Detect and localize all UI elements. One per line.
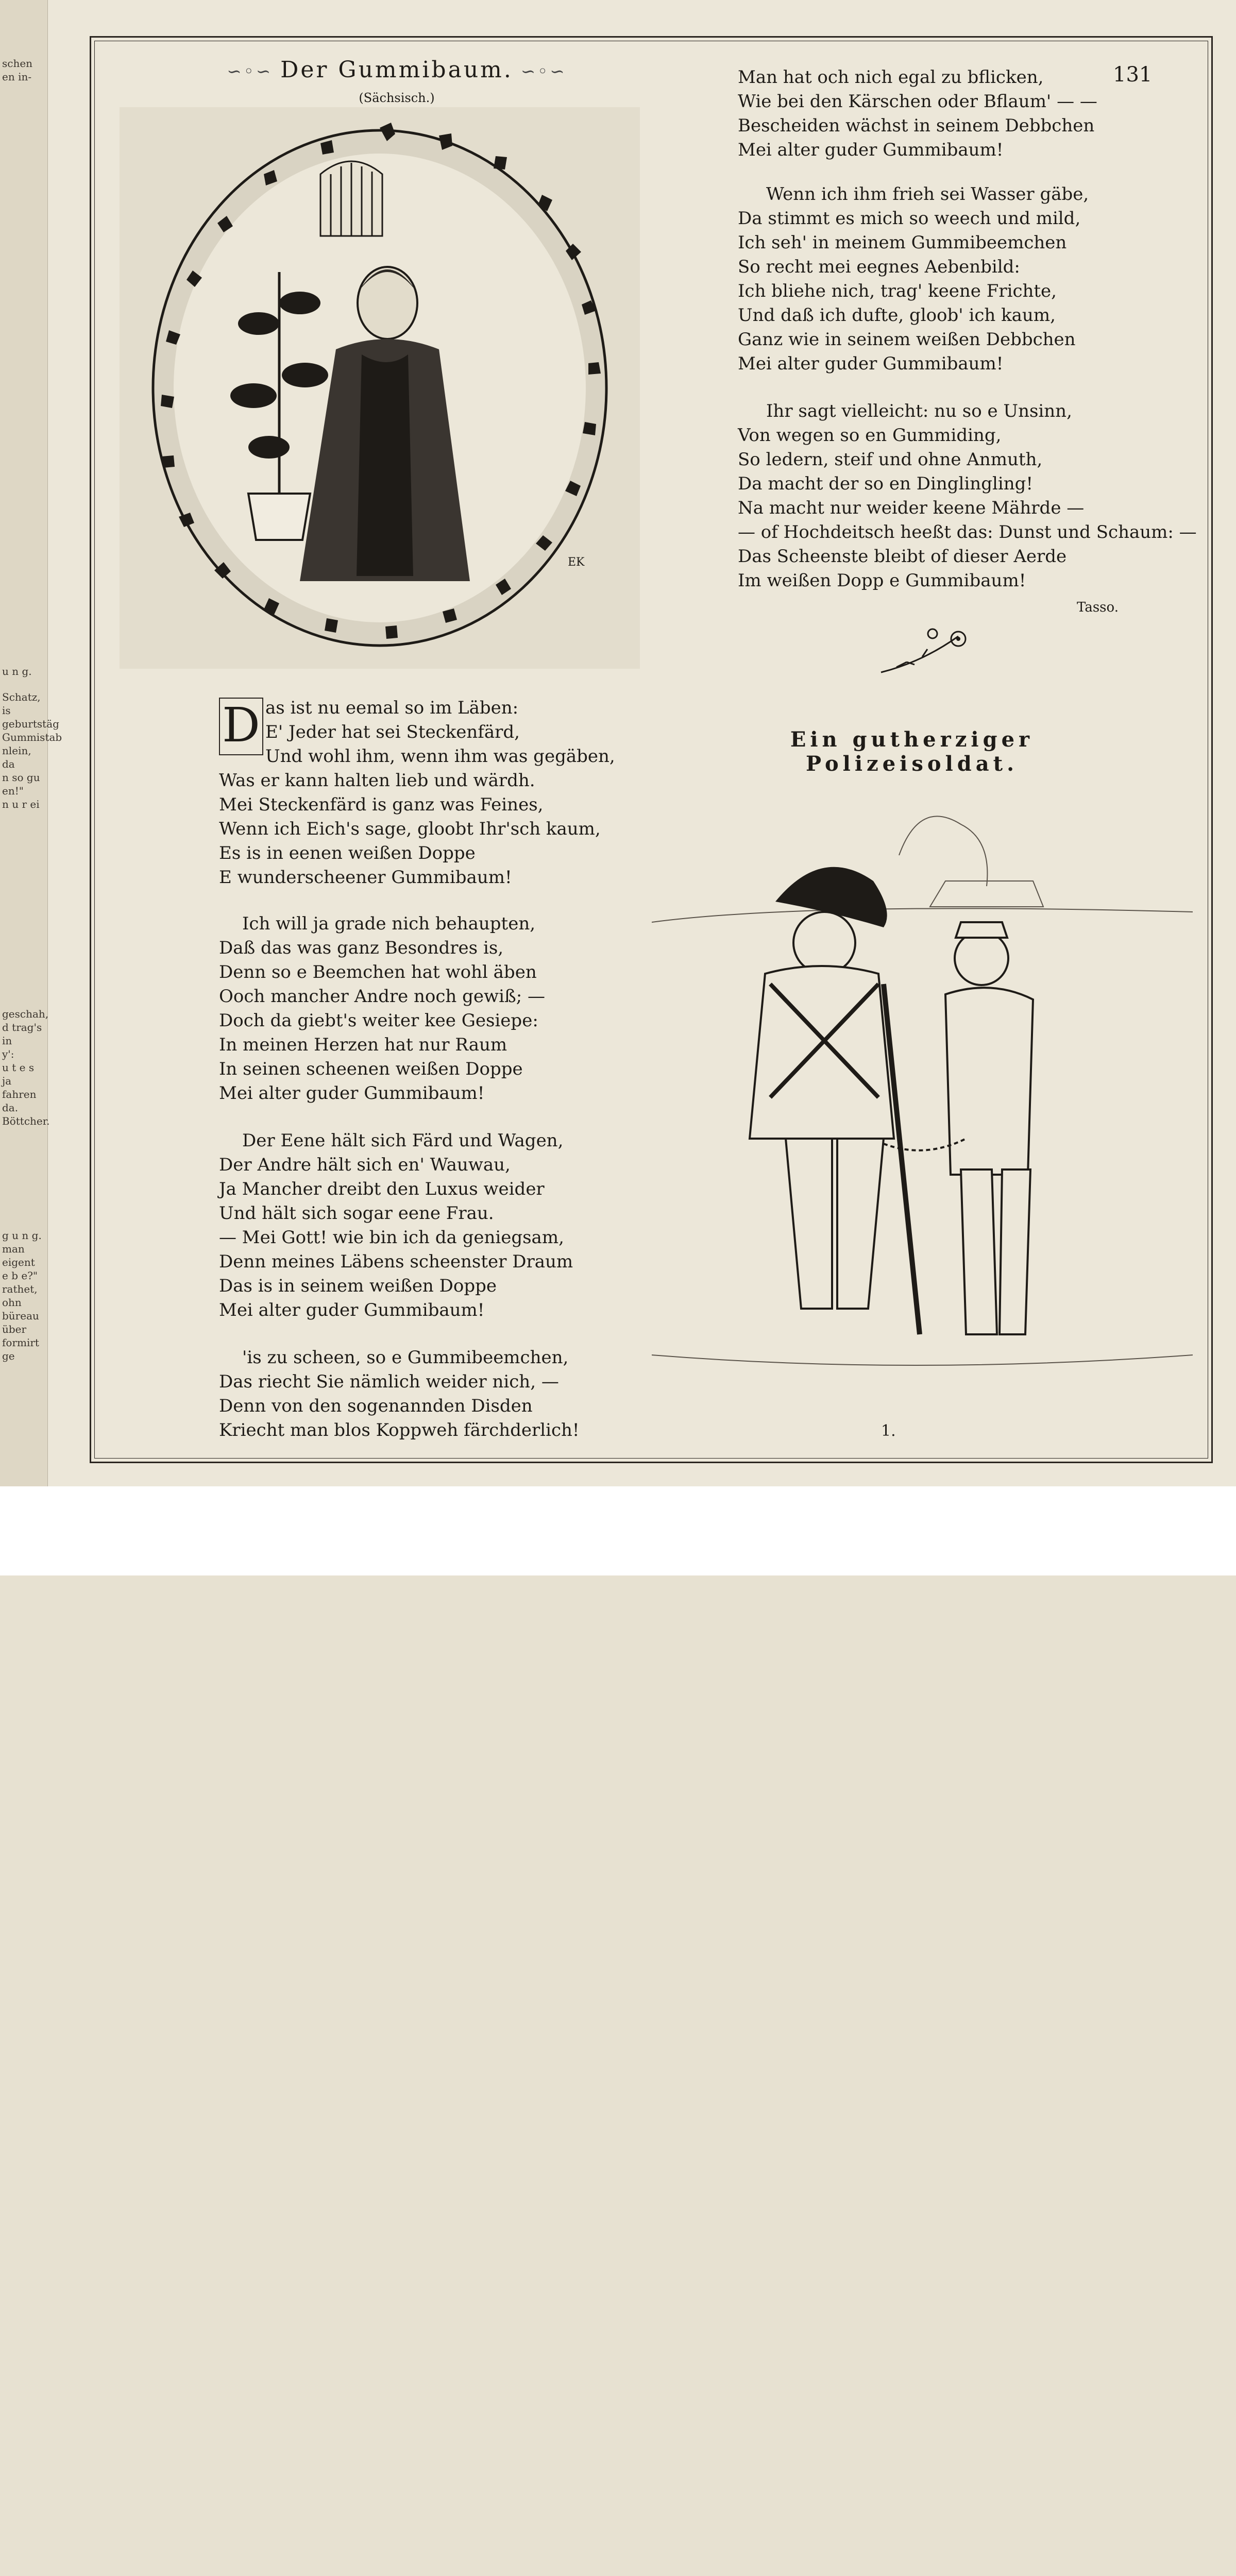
verse-line: Daß das was ganz Besondres is, [219,938,504,958]
strip-fragment: u n g. [2,665,32,677]
verse-line: Mei alter guder Gummibaum! [219,1083,485,1104]
verse-line: Wenn ich ihm frieh sei Wasser gäbe, [766,184,1089,205]
verse-line: In seinen scheenen weißen Doppe [219,1059,523,1079]
verse-line: Ich will ja grade nich behaupten, [242,913,536,934]
verse-line: Der Andre hält sich en' Wauwau, [219,1155,511,1175]
poem-title-text: Der Gummibaum. [280,57,513,83]
verse-line: Ich seh' in meinem Gummibeemchen [738,232,1067,253]
verse-line: Man hat och nich egal zu bflicken, [738,67,1044,88]
verse-line: Ooch mancher Andre noch gewiß; — [219,986,545,1007]
stanza [219,1346,580,1443]
verse-line: Im weißen Dopp e Gummibaum! [738,570,1026,591]
verse-line: Das Scheenste bleibt of dieser Aerde [738,546,1067,567]
flower-ornament-icon [876,623,979,680]
verse-line: Kriecht man blos Koppweh färchderlich! [219,1420,580,1440]
verse-line: Und hält sich sogar eene Frau. [219,1203,494,1224]
verse-line: Mei Steckenfärd is ganz was Feines, [219,794,544,815]
verse-line: Mei alter guder Gummibaum! [738,353,1004,374]
verse-line: Denn so e Beemchen hat wohl äben [219,962,537,982]
drop-cap: D [219,698,263,755]
verse-line: So ledern, steif und ohne Anmuth, [738,449,1043,470]
verse-line: Und wohl ihm, wenn ihm was gegäben, [265,746,615,767]
verse-line: Na macht nur weider keene Mährde — [738,498,1085,518]
verse-line: Ja Mancher dreibt den Luxus weider [219,1179,545,1199]
verse-line: Doch da giebt's weiter kee Gesiepe: [219,1010,538,1031]
verse-line: as ist nu eemal so im Läben: [265,698,519,718]
stanza [219,696,615,890]
verse-line: Von wegen so en Gummiding, [738,425,1002,446]
verse-line: Das is in seinem weißen Doppe [219,1276,497,1296]
stanza [738,182,1089,376]
adjacent-page-strip [0,0,62,1486]
police-soldier-illustration [652,788,1193,1422]
verse-line: So recht mei eegnes Aebenbild: [738,257,1020,277]
verse-line: Ich bliehe nich, trag' keene Frichte, [738,281,1057,301]
rubber-tree-illustration [120,107,640,669]
verse-line: — Mei Gott! wie bin ich da geniegsam, [219,1227,564,1248]
stanza [219,912,545,1106]
verse-line: Denn von den sogenannden Disden [219,1396,533,1416]
strip-fragment: g u n g. man eigent e b e?" rathet, ohn büreau über formirt ge [2,1229,42,1362]
strip-fragment: Schatz, is geburtstäg Gummistab nlein, da n so gu en!" n u r ei [2,691,62,810]
verse-line: Wie bei den Kärschen oder Bflaum' — — [738,91,1097,112]
verse-line: Und daß ich dufte, gloob' ich kaum, [738,305,1056,326]
section-title: Ein gutherziger Polizeisoldat. [790,727,1034,776]
stanza [738,65,1097,162]
strip-fragment: schen en in- [2,57,33,83]
poem-subtitle: (Sächsisch.) [359,91,435,105]
monogram: EK [568,556,585,569]
strip-fragment: geschah, d trag's in y': u t e s ja fahren da. Böttcher. [2,1008,50,1127]
verse-line: 'is zu scheen, so e Gummibeemchen, [242,1347,569,1368]
verse-line: Der Eene hält sich Färd und Wagen, [242,1130,564,1151]
verse-line: Wenn ich Eich's sage, gloobt Ihr'sch kaum, [219,819,601,839]
verse-line: Da macht der so en Dinglingling! [738,473,1034,494]
verse-line: In meinen Herzen hat nur Raum [219,1035,507,1055]
stanza [738,399,1197,593]
verse-line: Bescheiden wächst in seinem Debbchen [738,115,1095,136]
verse-line: Das riecht Sie nämlich weider nich, — [219,1371,559,1392]
page-number: 131 [1113,63,1153,87]
verse-line: Es is in eenen weißen Doppe [219,843,476,863]
viewer-footer [0,1486,1236,1575]
poem-title [216,57,577,83]
poem-signature: Tasso. [1077,600,1119,615]
verse-line: Da stimmt es mich so weech und mild, [738,208,1081,229]
verse-line: Mei alter guder Gummibaum! [738,140,1004,160]
verse-line: E' Jeder hat sei Steckenfärd, [265,722,520,742]
verse-line: Denn meines Läbens scheenster Draum [219,1251,573,1272]
verse-line: Was er kann halten lieb und wärdh. [219,770,535,791]
verse-line: Ganz wie in seinem weißen Debbchen [738,329,1076,350]
ornament-right-icon: ∽◦∽ [513,61,567,82]
birdcage [320,161,382,236]
verse-line: E wunderscheener Gummibaum! [219,867,512,888]
illustration-caption: 1. [881,1422,896,1440]
stanza [219,1129,573,1323]
verse-line: — of Hochdeitsch heeßt das: Dunst und Schaum: — [738,522,1197,543]
verse-line: Ihr sagt vielleicht: nu so e Unsinn, [766,401,1072,421]
ornament-left-icon: ∽◦∽ [227,61,281,82]
verse-line: Mei alter guder Gummibaum! [219,1300,485,1320]
